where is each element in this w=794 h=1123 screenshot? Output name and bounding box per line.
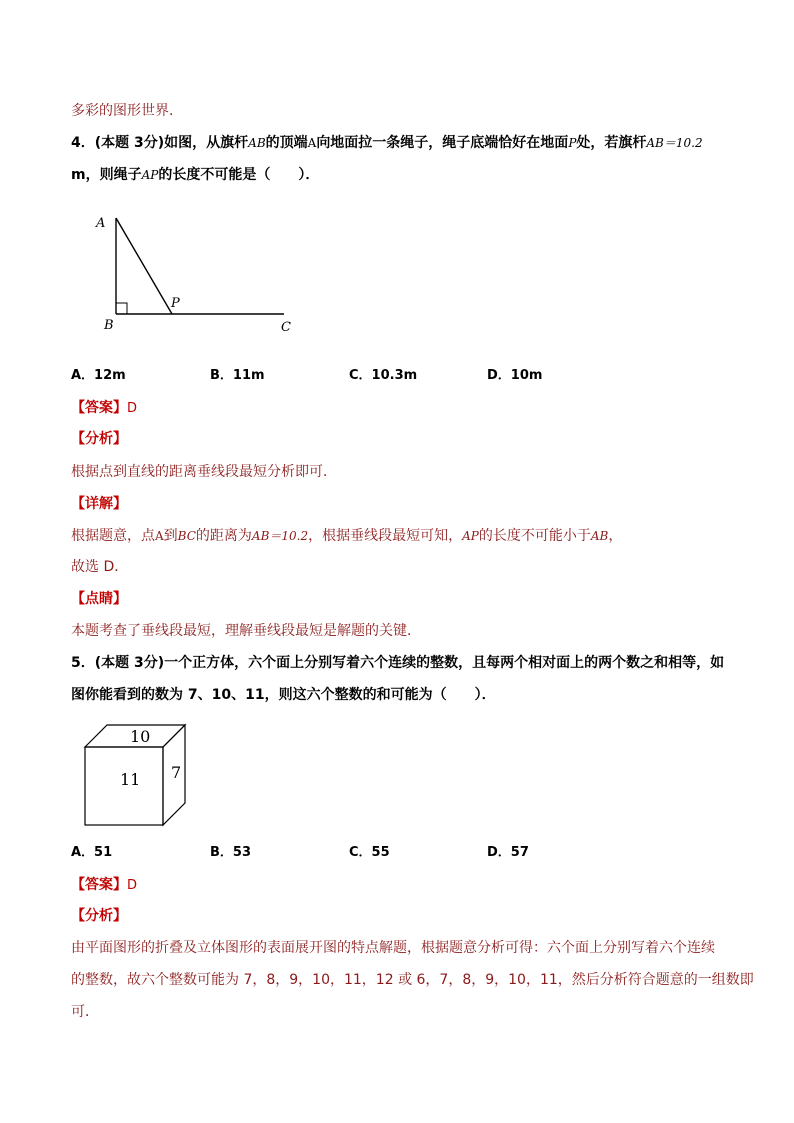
q4-math-ap: AP [141, 168, 159, 182]
detail-part: 到 [163, 528, 178, 544]
detail-part: ， [608, 528, 623, 544]
q5-answer [71, 875, 137, 896]
q5-analysis-line1: 由平面图形的折叠及立体图形的表面展开图的特点解题，根据题意分析可得：六个面上分别写着六个连续 [71, 940, 715, 956]
q5-analysis-line2: 的整数，故六个整数可能为 7，8，9，10，11，12 或 6，7，8，9，10，11，然后分析符合题意的一组数即 [71, 972, 754, 988]
q4-detail-tag: 【详解】 [71, 496, 127, 512]
q4-math-p: P [568, 136, 577, 150]
detail-part: 的长度不可能小于 [478, 528, 591, 544]
q4-stem-part: 向地面拉一条绳子，绳子底端恰好在地面 [316, 135, 569, 151]
q4-math-a: A [307, 136, 317, 150]
right-angle-mark [116, 303, 127, 314]
q5-figure-cube [80, 720, 200, 830]
q5-option-d[interactable]: D．57 [487, 845, 529, 860]
answer-value: D [127, 401, 138, 416]
q4-stem-part: 处，若旗杆 [576, 135, 647, 151]
q4-stem-line2 [71, 165, 319, 185]
detail-math-bc: BC [177, 529, 196, 543]
q4-analysis: 根据点到直线的距离垂线段最短分析即可． [71, 464, 337, 480]
q4-stem-line1 [71, 133, 703, 153]
q5-stem-line2: 图你能看到的数为 7、10、11，则这六个整数的和可能为（ ）． [71, 687, 496, 703]
q4-detail-line2: 故选 D． [71, 559, 129, 575]
label-a: A [96, 216, 106, 231]
detail-math-ab-value: AB＝10.2 [251, 529, 309, 543]
q4-analysis-tag: 【分析】 [71, 431, 127, 447]
cube-right-number: 7 [171, 763, 182, 782]
q4-comment-tag: 【点睛】 [71, 591, 127, 607]
label-b: B [104, 318, 114, 333]
q5-analysis-tag: 【分析】 [71, 908, 127, 924]
detail-part: 根据题意，点 [71, 528, 155, 544]
q4-stem-part: m，则绳子 [71, 167, 142, 183]
q4-option-a[interactable]: A．12m [71, 368, 126, 383]
label-c: C [281, 320, 291, 335]
q4-stem-part: 4．(本题 3分)如图，从旗杆 [71, 135, 249, 151]
line-ap [116, 218, 172, 314]
intro-text: 多彩的图形世界． [71, 103, 183, 119]
detail-math-ap: AP [462, 529, 479, 543]
cube-front-number: 11 [120, 770, 141, 789]
q4-answer [71, 398, 137, 419]
q5-option-a[interactable]: A．51 [71, 845, 113, 860]
cube-top-number: 10 [130, 727, 151, 746]
q5-analysis-line3: 可． [71, 1004, 99, 1020]
q4-stem-part: 的长度不可能是（ ）． [158, 167, 320, 183]
q4-option-d[interactable]: D．10m [487, 368, 543, 383]
answer-tag: 【答案】 [71, 400, 127, 416]
q4-comment: 本题考查了垂线段最短，理解垂线段最短是解题的关键． [71, 623, 421, 639]
q4-option-b[interactable]: B．11m [210, 368, 265, 383]
q5-option-b[interactable]: B．53 [210, 845, 251, 860]
answer-tag: 【答案】 [71, 877, 127, 893]
label-p: P [171, 296, 180, 311]
detail-math-a: A [155, 529, 164, 543]
q4-detail-line1 [71, 526, 622, 546]
q5-stem-line1: 5．(本题 3分)一个正方体，六个面上分别写着六个连续的整数，且每两个相对面上的两个数之和相等，如 [71, 655, 725, 671]
detail-part: 的距离为 [195, 528, 252, 544]
q5-option-c[interactable]: C．55 [349, 845, 390, 860]
q4-stem-part: 的顶端 [265, 135, 308, 151]
detail-math-ab: AB [590, 529, 609, 543]
q4-math-ab-value: AB＝10.2 [646, 136, 703, 150]
detail-part: ，根据垂线段最短可知， [308, 528, 463, 544]
q4-math-ab: AB [248, 136, 266, 150]
answer-value: D [127, 878, 138, 893]
q4-figure-right-triangle [88, 208, 308, 338]
q4-option-c[interactable]: C．10.3m [349, 368, 418, 383]
